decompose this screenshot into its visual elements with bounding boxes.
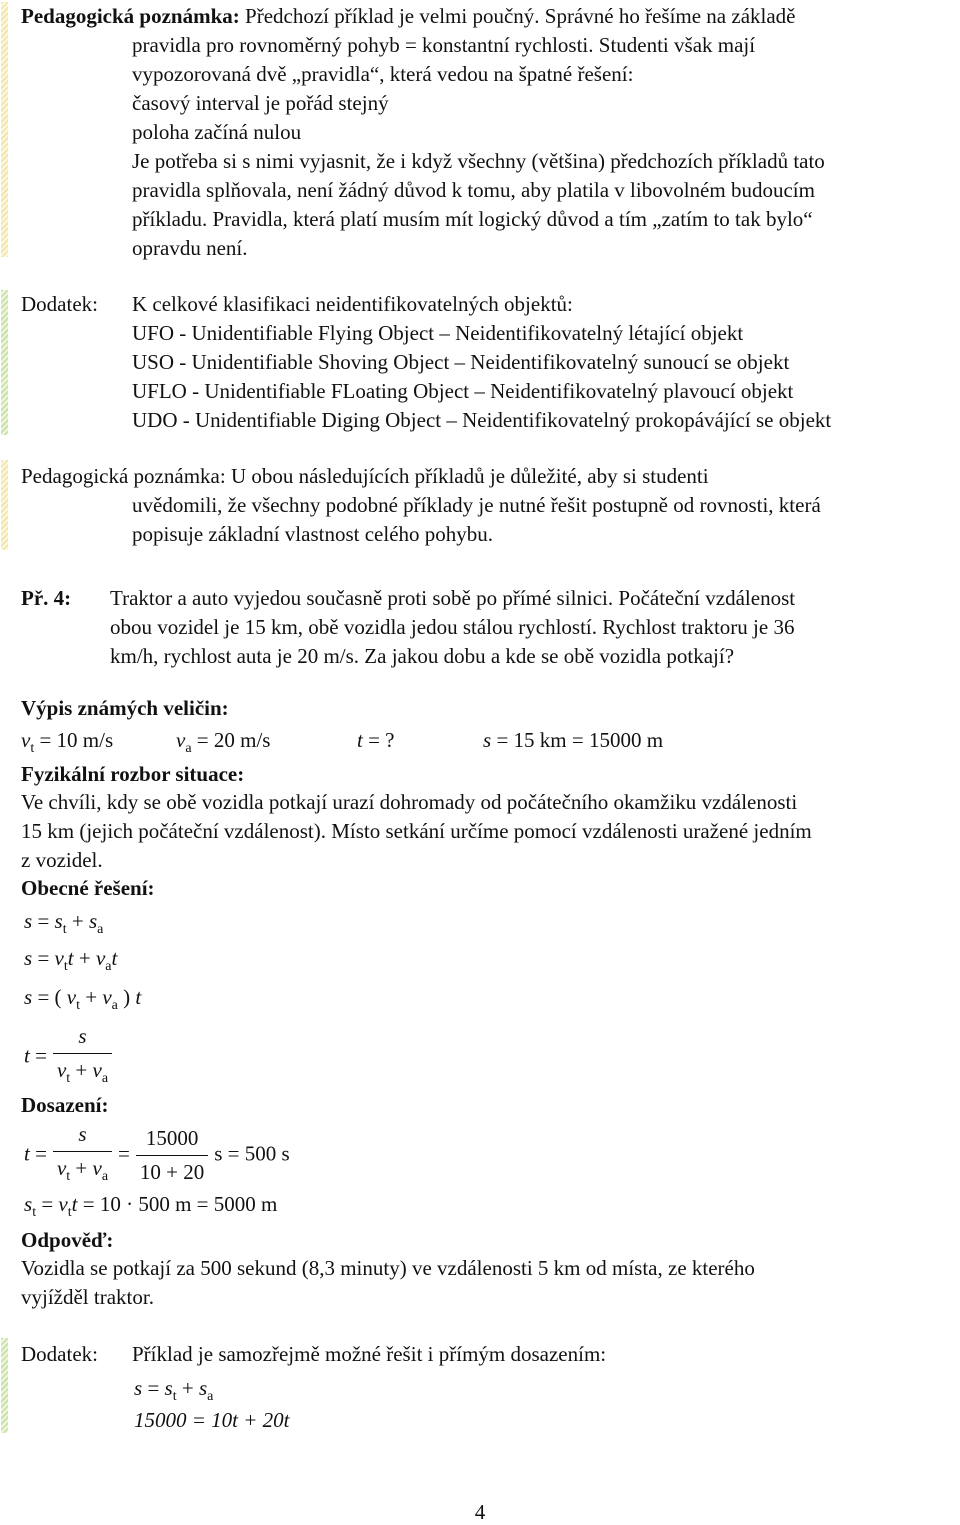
addendum1-text: K celkové klasifikaci neidentifikovatelných objektů: (132, 292, 573, 316)
example-line: obou vozidel je 15 km, obě vozidla jedou stálou rychlostí. Rychlost traktoru je 36 (110, 615, 795, 639)
note1-line: časový interval je pořád stejný (132, 91, 389, 115)
known-t: t = ? (357, 728, 395, 752)
general-heading: Obecné řešení: (21, 876, 155, 900)
fraction: $\frac{s}{v_t + v_a}$ (53, 1022, 112, 1093)
addendum-margin-bar (1, 1338, 8, 1433)
note2-line: uvědomili, že všechny podobné příklady je nutné řešit postupně od rovnosti, která (132, 493, 821, 517)
substitution-heading: Dosazení: (21, 1093, 109, 1117)
addendum2-label: Dodatek: (21, 1342, 98, 1366)
known-s: s = 15 km = 15000 m (483, 728, 664, 752)
known-vt: $v_t = 10$ m/s (21, 728, 114, 757)
note-margin-bar (1, 2, 8, 257)
answer-line: Vozidla se potkají za 500 sekund (8,3 minuty) ve vzdálenosti 5 km od místa, ze kterého (21, 1256, 755, 1280)
note1-label: Pedagogická poznámka: (21, 4, 240, 28)
addendum1-line: UFLO - Unidentifiable FLoating Object – Neidentifikovatelný plavoucí objekt (132, 379, 794, 403)
known-heading: Výpis známých veličin: (21, 696, 229, 720)
addendum1-first-line (21, 290, 573, 319)
equation: 15000 = 10t + 20t (134, 1408, 290, 1432)
note1-line: pravidla pro rovnoměrný pohyb = konstantní rychlosti. Studenti však mají (132, 33, 756, 57)
note1-text: Předchozí příklad je velmi poučný. Správné ho řešíme na základě (245, 4, 796, 28)
note1-line: vypozorovaná dvě „pravidla“, která vedou na špatné řešení: (132, 62, 634, 86)
known-va-value: = 20 m/s (196, 728, 271, 752)
substitution-result: s = 500 s (214, 1141, 290, 1166)
note1-line: poloha začíná nulou (132, 120, 302, 144)
analysis-line: Ve chvíli, kdy se obě vozidla potkají urazí dohromady od počátečního okamžiku vzdálenosti (21, 790, 798, 814)
analysis-line: 15 km (jejich počáteční vzdálenost). Místo setkání určíme pomocí vzdálenosti uražené jedním (21, 819, 812, 843)
addendum2-first-line (21, 1340, 606, 1369)
equation: $s = s_t + s_a$ (24, 909, 104, 938)
addendum1-line: UFO - Unidentifiable Flying Object – Neidentifikovatelný létající objekt (132, 321, 744, 345)
note1-line: opravdu není. (132, 236, 248, 260)
equation-fraction: t = $\frac{s}{v_t + v_a}$ (24, 1022, 118, 1093)
note2-line: popisuje základní vlastnost celého pohybu. (132, 522, 494, 546)
known-s-value: = 15 km = 15000 m (496, 728, 664, 752)
equation: s = ( $v_t + v_a$ ) t (24, 985, 142, 1014)
addendum1-line: USO - Unidentifiable Shoving Object – Neidentifikovatelný sunoucí se objekt (132, 350, 790, 374)
equation-fraction: t = $\frac{s}{v_t + v_a}$ = $\frac{15000}{10 + 20}$ s = 500 s (24, 1120, 290, 1191)
equation: $s_t = v_tt = 10 \cdot 500$ m = 5000 m (24, 1192, 278, 1221)
fraction: $\frac{s}{v_t + v_a}$ (53, 1120, 112, 1191)
known-va: $v_a = 20$ m/s (176, 728, 271, 757)
note1-line: pravidla splňovala, není žádný důvod k tomu, aby platila v libovolném budoucím (132, 178, 815, 202)
analysis-heading: Fyzikální rozbor situace: (21, 762, 245, 786)
note1-first-line (21, 2, 796, 31)
known-vt-value: = 10 m/s (39, 728, 114, 752)
addendum2-text: Příklad je samozřejmě možné řešit i přímým dosazením: (132, 1342, 607, 1366)
addendum1-line: UDO - Unidentifiable Diging Object – Neidentifikovatelný prokopávájící se objekt (132, 408, 832, 432)
answer-line: vyjížděl traktor. (21, 1285, 154, 1309)
addendum1-label: Dodatek: (21, 292, 98, 316)
substitution-result: = 10 · 500 m = 5000 m (82, 1192, 278, 1216)
equation: $s = v_tt + v_at$ (24, 946, 118, 975)
equation: $s = s_t + s_a$ (134, 1376, 214, 1405)
addendum-margin-bar (1, 290, 8, 435)
example-line: km/h, rychlost auta je 20 m/s. Za jakou dobu a kde se obě vozidla potkají? (110, 644, 735, 668)
note2-label: Pedagogická poznámka: (21, 464, 226, 488)
note2-text: U obou následujících příkladů je důležité, aby si studenti (230, 464, 709, 488)
analysis-line: z vozidel. (21, 848, 103, 872)
known-t-value: = ? (368, 728, 395, 752)
answer-heading: Odpověď: (21, 1228, 114, 1252)
page-number: 4 (474, 1500, 486, 1524)
fraction: $\frac{15000}{10 + 20}$ (136, 1124, 208, 1187)
note1-line: příkladu. Pravidla, která platí musím mít logický důvod a tím „zatím to tak bylo“ (132, 207, 813, 231)
example-line: Traktor a auto vyjedou současně proti sobě po přímé silnici. Počáteční vzdálenost (110, 586, 796, 610)
note1-line: Je potřeba si s nimi vyjasnit, že i když všechny (většina) předchozích příkladů tato (132, 149, 825, 173)
note-margin-bar (1, 460, 8, 550)
note2-first-line (21, 462, 709, 491)
example-label: Př. 4: (21, 586, 72, 610)
